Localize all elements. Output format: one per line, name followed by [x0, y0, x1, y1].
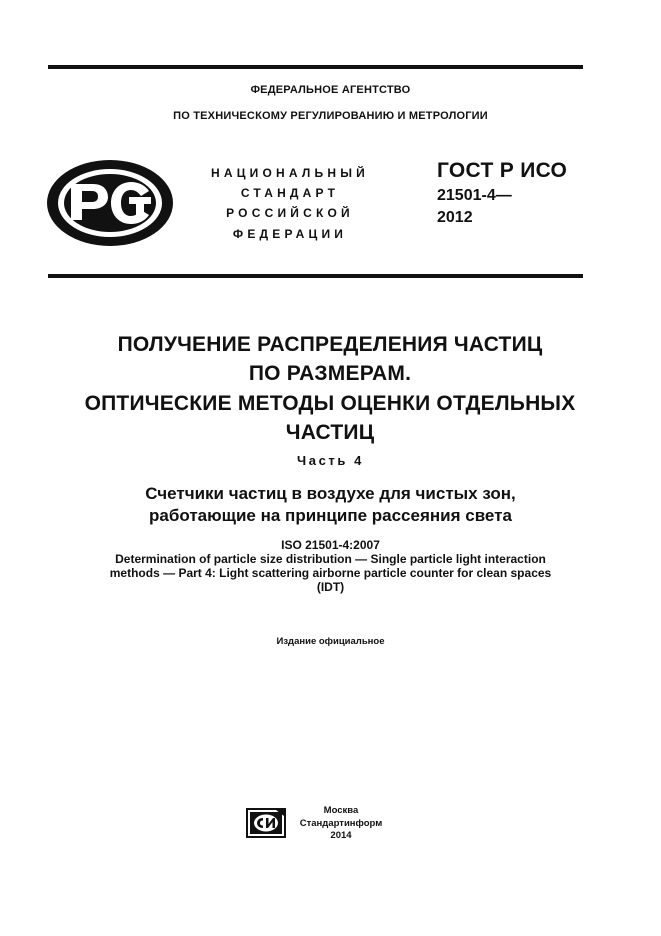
iso-reference: ISO 21501-4:2007 [281, 538, 380, 552]
english-title-line-1: Determination of particle size distribution — Single particle light interaction [115, 552, 546, 566]
document-subtitle-line-1: Счетчики частиц в воздухе для чистых зон, [145, 484, 516, 503]
standard-number-line-2: 2012 [437, 209, 473, 226]
document-title-line-2: ПО РАЗМЕРАМ. [248, 362, 412, 385]
standard-designation-title: ГОСТ Р ИСО [437, 159, 568, 182]
edition-label: Издание официальное [276, 636, 385, 647]
document-title-line-4: ЧАСТИЦ [285, 421, 375, 444]
agency-line-1: ФЕДЕРАЛЬНОЕ АГЕНТСТВО [250, 84, 411, 96]
document-title-line-3: ОПТИЧЕСКИЕ МЕТОДЫ ОЦЕНКИ ОТДЕЛЬНЫХ [84, 392, 576, 415]
publisher-city: Москва [323, 805, 359, 816]
standard-number-line-1: 21501-4— [437, 187, 512, 204]
document-subtitle-line-2: работающие на принципе рассеяния света [149, 506, 512, 525]
rst-logo-icon [45, 158, 175, 248]
standartinform-logo-icon [246, 808, 286, 838]
agency-line-2: ПО ТЕХНИЧЕСКОМУ РЕГУЛИРОВАНИЮ И МЕТРОЛОГИИ [173, 110, 488, 122]
standard-type-line-2: СТАНДАРТ [240, 186, 340, 200]
standard-type-line-3: РОССИЙСКОЙ [226, 206, 354, 220]
english-title-line-3: (IDT) [316, 580, 345, 594]
publisher-year: 2014 [330, 830, 352, 841]
english-title-line-2: methods — Part 4: Light scattering airborne particle counter for clean spaces [109, 566, 552, 580]
publisher-name: Стандартинформ [299, 818, 383, 829]
middle-divider [48, 274, 583, 278]
document-part-label: Часть 4 [297, 453, 364, 468]
top-divider [48, 65, 583, 69]
standard-type-line-1: НАЦИОНАЛЬНЫЙ [210, 166, 370, 180]
document-title-line-1: ПОЛУЧЕНИЕ РАСПРЕДЕЛЕНИЯ ЧАСТИЦ [117, 333, 543, 356]
standard-type-line-4: ФЕДЕРАЦИИ [232, 227, 348, 241]
